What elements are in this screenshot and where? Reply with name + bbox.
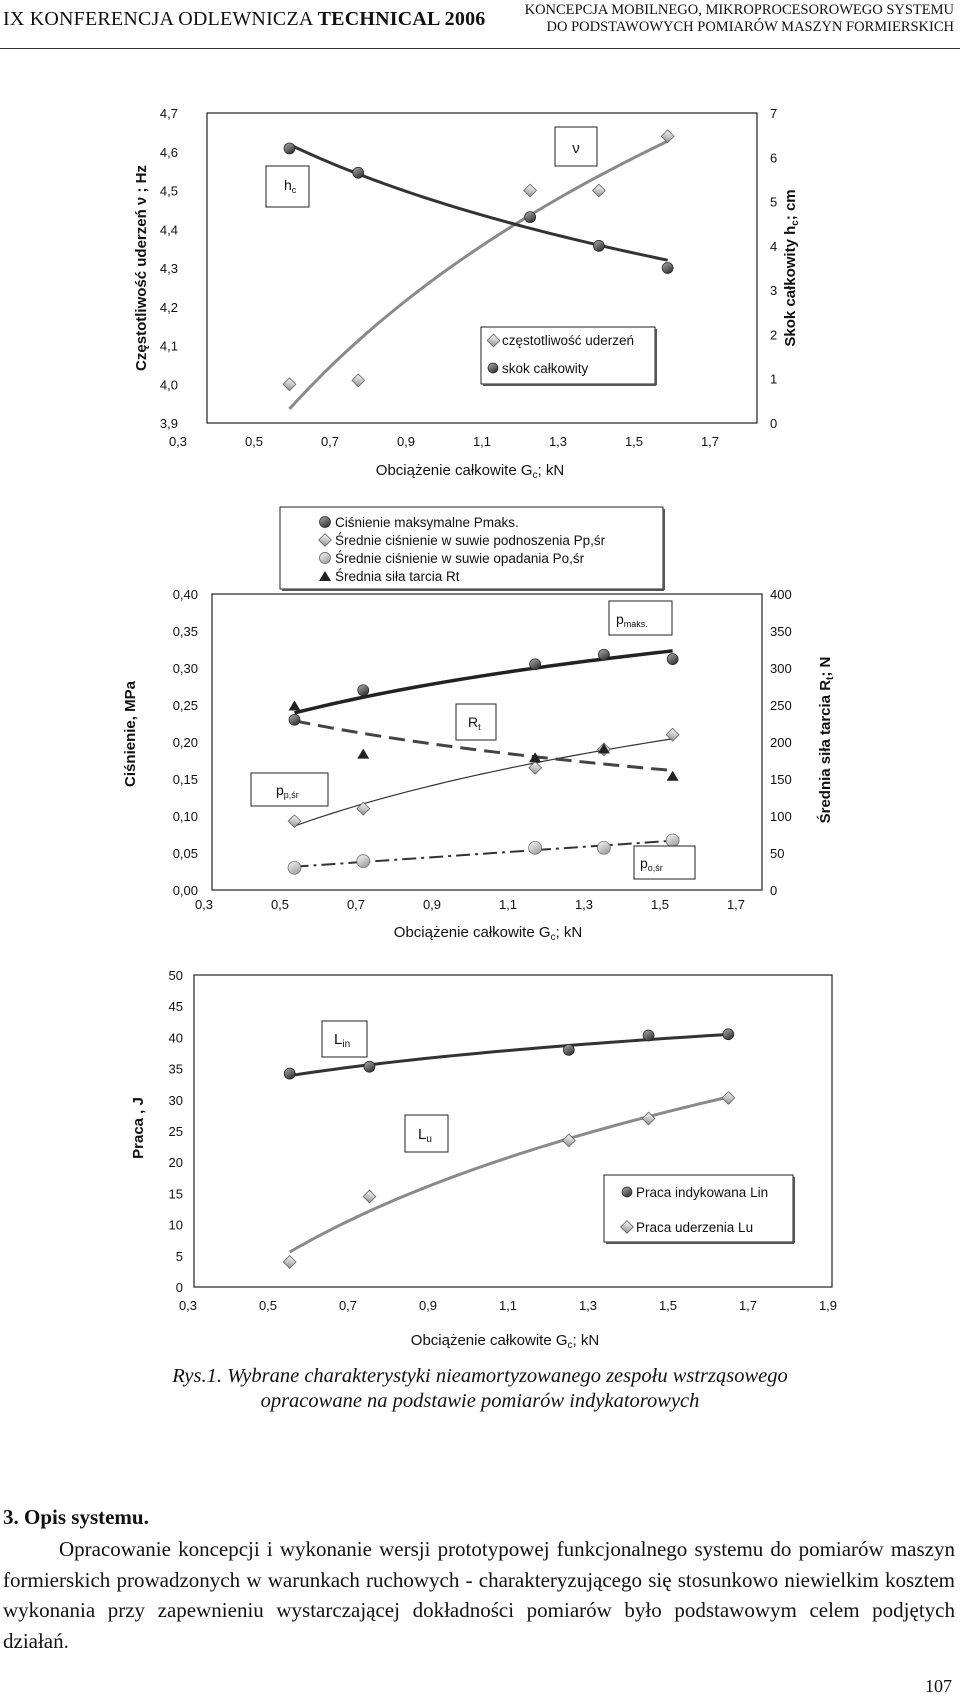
chart3-y-tick-label: 0 bbox=[175, 1280, 183, 1295]
chart3-y-tick-label: 10 bbox=[168, 1217, 183, 1233]
chart2-series4-point bbox=[667, 771, 679, 781]
chart3-x-tick-label: 0,9 bbox=[418, 1298, 438, 1313]
chart3-x-tick-label: 0,7 bbox=[338, 1298, 358, 1313]
chart2-yleft-tick-label: 0,25 bbox=[172, 698, 198, 713]
chart3-series1-point bbox=[284, 1068, 295, 1079]
chart2-annotation-posr: $p_{o,śr}$ bbox=[640, 855, 663, 873]
chart1-yright-tick-label: 5 bbox=[770, 194, 778, 210]
chart1-yright-tick-label: 2 bbox=[770, 327, 778, 343]
chart2-series2-point bbox=[357, 802, 370, 815]
chart2-xlabel: Obciążenie całkowite $G_c$; kN bbox=[393, 924, 583, 943]
chart3-annotation-lin: $L_{in}$ bbox=[334, 1031, 351, 1050]
chart2-legend-circle-dark-icon bbox=[320, 517, 331, 528]
chart3-series1-point bbox=[723, 1029, 734, 1040]
chart1-xlabel: Obciążenie całkowite $G_c$; kN bbox=[375, 462, 565, 481]
chart1-series1-point bbox=[661, 130, 674, 143]
chart2-series1-point bbox=[530, 659, 541, 670]
chart2-yleft-tick-label: 0,35 bbox=[172, 624, 198, 639]
chart1-x-tick-label: 1,3 bbox=[548, 434, 568, 449]
chart2-yleft-tick-label: 0,15 bbox=[172, 772, 198, 787]
chart2-annotation-rt: $R_t$ bbox=[468, 714, 481, 732]
chart2-ylabel-left: Ciśnienie, MPa bbox=[122, 681, 139, 787]
chart1-yright-tick-label: 1 bbox=[770, 371, 778, 387]
chart2-x-tick-label: 1,7 bbox=[726, 897, 746, 912]
chart3-y-tick-label: 35 bbox=[168, 1061, 183, 1077]
chart1-yleft-tick-label: 4,1 bbox=[159, 338, 178, 354]
chart2-series2-point bbox=[288, 815, 301, 828]
chart2-yleft-tick-label: 0,30 bbox=[172, 661, 198, 676]
chart3-x-tick-label: 1,3 bbox=[578, 1298, 598, 1313]
chart2-series3-point bbox=[529, 841, 542, 854]
conference-title: IX KONFERENCJA ODLEWNICZA TECHNICAL 2006 bbox=[3, 8, 486, 30]
chart1-legend-circle-icon bbox=[488, 363, 498, 373]
chart3-series2-point bbox=[283, 1256, 296, 1269]
chart2-yleft-tick-label: 0,20 bbox=[172, 735, 198, 750]
chart1-annotation-nu: ν bbox=[572, 140, 580, 157]
chart2-yright-tick-label: 350 bbox=[770, 624, 792, 639]
chart2-series1-point bbox=[598, 649, 609, 660]
chart2-trendline-3 bbox=[295, 841, 673, 867]
chart3-legend-item-1: Praca indykowana Lin bbox=[636, 1185, 769, 1200]
chart1-yright-tick-label: 6 bbox=[770, 150, 778, 166]
chart1-annotation-hc: $h_c$ bbox=[284, 177, 297, 195]
chart2-legend-item-3: Średnie ciśnienie w suwie opadania Po,śr bbox=[335, 551, 585, 566]
chart1-series2-point bbox=[662, 263, 673, 274]
chart2-yright-tick-label: 400 bbox=[770, 587, 792, 602]
chart1-yleft-tick-label: 4,6 bbox=[159, 144, 178, 160]
chart2-series4-point bbox=[357, 749, 369, 759]
chart2-legend-circle-light-icon bbox=[320, 553, 331, 564]
chart1-yleft-tick-label: 4,2 bbox=[159, 299, 178, 315]
section-paragraph: Opracowanie koncepcji i wykonanie wersji prototypowej funkcjonalnego systemu do pomiarów maszyn formierskich prowadzonych w warunkach ruchowych - charakteryzującego się stosunkowo niewielkim kosztem wykonania przy zapewnieniu wystarczającej dokładności pomiarów było podstawowym celem podjętych działań. bbox=[3, 1537, 955, 1653]
chart2-annotation-ppsr: $p_{p,śr}$ bbox=[276, 782, 299, 800]
chart2-x-tick-label: 1,3 bbox=[574, 897, 594, 912]
chart-1 bbox=[133, 106, 801, 481]
chart1-series1-point bbox=[524, 184, 537, 197]
chart1-yright-tick-label: 3 bbox=[770, 283, 778, 299]
chart2-series3-point bbox=[597, 841, 610, 854]
chart1-series2-point bbox=[593, 240, 604, 251]
chart3-series1-point bbox=[643, 1030, 654, 1041]
chart1-x-tick-label: 0,5 bbox=[244, 434, 264, 449]
section-heading: 3. Opis systemu. bbox=[3, 1505, 149, 1529]
chart2-x-tick-label: 0,7 bbox=[346, 897, 366, 912]
chart1-x-tick-label: 1,7 bbox=[700, 434, 720, 449]
chart1-x-tick-label: 0,7 bbox=[320, 434, 340, 449]
chart2-legend-item-1: Ciśnienie maksymalne Pmaks. bbox=[335, 515, 519, 530]
chart1-x-tick-label: 0,3 bbox=[168, 434, 188, 449]
chart2-yright-tick-label: 300 bbox=[770, 661, 792, 676]
chart3-series1-point bbox=[364, 1061, 375, 1072]
chart1-yleft-tick-label: 4,4 bbox=[159, 222, 178, 238]
chart2-x-tick-label: 1,5 bbox=[650, 897, 670, 912]
figure-caption: Rys.1. Wybrane charakterystyki nieamortyzowanego zespołu wstrząsowego opracowane na podstawie pomiarów indykatorowych bbox=[172, 1365, 788, 1412]
chart1-ylabel-left: Częstotliwość uderzeń ν ; Hz bbox=[133, 165, 150, 371]
chart1-series2-point bbox=[284, 143, 295, 154]
chart2-ylabel-right: Średnia siła tarcia $R_t$; N bbox=[817, 656, 836, 824]
page-number: 107 bbox=[925, 1676, 952, 1696]
chart3-y-tick-label: 25 bbox=[168, 1124, 183, 1139]
chart1-yright-tick-label: 0 bbox=[770, 416, 778, 431]
chart1-series1-point bbox=[593, 184, 606, 197]
chart3-legend-item-2: Praca uderzenia Lu bbox=[636, 1220, 754, 1235]
chart2-yleft-tick-label: 0,40 bbox=[172, 587, 198, 602]
chart2-yleft-tick-label: 0,00 bbox=[172, 883, 198, 898]
chart1-ylabel-right: Skok całkowity $h_c$; cm bbox=[782, 189, 801, 347]
chart1-series2-point bbox=[525, 212, 536, 223]
chart1-x-tick-label: 0,9 bbox=[396, 434, 416, 449]
chart2-yright-tick-label: 100 bbox=[770, 809, 792, 824]
chart2-x-tick-label: 0,9 bbox=[422, 897, 442, 912]
chart2-yright-tick-label: 250 bbox=[770, 698, 792, 713]
chart1-yleft-tick-label: 4,5 bbox=[159, 183, 178, 199]
chart3-xlabel: Obciążenie całkowite $G_c$; kN bbox=[410, 1332, 600, 1351]
chart2-yleft-tick-label: 0,10 bbox=[172, 809, 198, 824]
chart1-x-tick-label: 1,5 bbox=[624, 434, 644, 449]
chart3-y-tick-label: 5 bbox=[175, 1248, 183, 1264]
chart1-series2-point bbox=[353, 167, 364, 178]
chart2-series3-point bbox=[357, 855, 370, 868]
chart1-trendline-2 bbox=[290, 145, 668, 261]
chart3-series2-point bbox=[722, 1092, 735, 1105]
chart3-x-tick-label: 1,7 bbox=[738, 1298, 758, 1313]
chart2-series3-point bbox=[288, 861, 301, 874]
chart2-series4-point bbox=[289, 700, 301, 710]
chart3-y-tick-label: 45 bbox=[168, 999, 183, 1015]
chart1-series1-point bbox=[283, 378, 296, 391]
chart3-annotation-lu: $L_u$ bbox=[418, 1126, 432, 1145]
chart2-series1-point bbox=[667, 654, 678, 665]
chart-2 bbox=[122, 507, 836, 943]
chart1-series1-point bbox=[352, 374, 365, 387]
chart3-y-tick-label: 15 bbox=[168, 1186, 183, 1202]
chart1-yright-tick-label: 7 bbox=[770, 106, 778, 121]
chart2-annotation-pmaks: $p_{maks.}$ bbox=[616, 611, 648, 629]
chart1-legend-item-2: skok całkowity bbox=[502, 361, 589, 376]
paper-title: KONCEPCJA MOBILNEGO, MIKROPROCESOROWEGO SYSTEMU DO PODSTAWOWYCH POMIARÓW MASZYN FORMIERSKICH bbox=[524, 2, 954, 35]
chart1-yleft-tick-label: 4,0 bbox=[159, 377, 178, 393]
chart2-yright-tick-label: 50 bbox=[770, 846, 785, 861]
chart3-y-tick-label: 30 bbox=[168, 1092, 183, 1108]
chart3-legend-circle-icon bbox=[622, 1187, 632, 1197]
chart1-yleft-tick-label: 4,7 bbox=[159, 106, 178, 121]
chart2-yright-tick-label: 200 bbox=[770, 735, 792, 750]
chart2-series1-point bbox=[289, 714, 300, 725]
chart3-x-tick-label: 0,3 bbox=[178, 1298, 198, 1313]
chart2-yleft-tick-label: 0,05 bbox=[172, 846, 198, 861]
chart1-x-tick-label: 1,1 bbox=[472, 434, 492, 449]
chart1-yleft-tick-label: 4,3 bbox=[159, 261, 178, 276]
chart3-y-tick-label: 50 bbox=[168, 968, 183, 983]
chart3-x-tick-label: 1,9 bbox=[818, 1298, 838, 1313]
chart3-y-tick-label: 20 bbox=[168, 1155, 183, 1171]
chart3-x-tick-label: 0,5 bbox=[258, 1298, 278, 1313]
chart2-series3-point bbox=[666, 834, 679, 847]
chart3-ylabel: Praca , J bbox=[130, 1097, 147, 1159]
chart2-trendline-2 bbox=[295, 739, 673, 826]
chart2-series1-point bbox=[358, 685, 369, 696]
chart2-x-tick-label: 1,1 bbox=[498, 897, 518, 912]
chart3-x-tick-label: 1,5 bbox=[658, 1298, 678, 1313]
chart3-y-tick-label: 40 bbox=[168, 1030, 183, 1046]
chart2-yright-tick-label: 0 bbox=[770, 883, 778, 898]
chart3-series1-point bbox=[563, 1044, 574, 1055]
chart2-legend-item-4: Średnia siła tarcia Rt bbox=[335, 569, 460, 584]
chart2-yright-tick-label: 150 bbox=[770, 772, 792, 787]
chart2-legend-item-2: Średnie ciśnienie w suwie podnoszenia Pp,śr bbox=[335, 533, 606, 548]
chart1-legend-item-1: częstotliwość uderzeń bbox=[502, 333, 635, 348]
chart2-x-tick-label: 0,3 bbox=[194, 897, 214, 912]
chart2-x-tick-label: 0,5 bbox=[270, 897, 290, 912]
chart3-x-tick-label: 1,1 bbox=[498, 1298, 518, 1313]
chart1-yleft-tick-label: 3,9 bbox=[159, 416, 178, 431]
chart3-series2-point bbox=[363, 1190, 376, 1203]
chart1-yright-tick-label: 4 bbox=[770, 238, 778, 254]
chart-3 bbox=[130, 968, 837, 1351]
